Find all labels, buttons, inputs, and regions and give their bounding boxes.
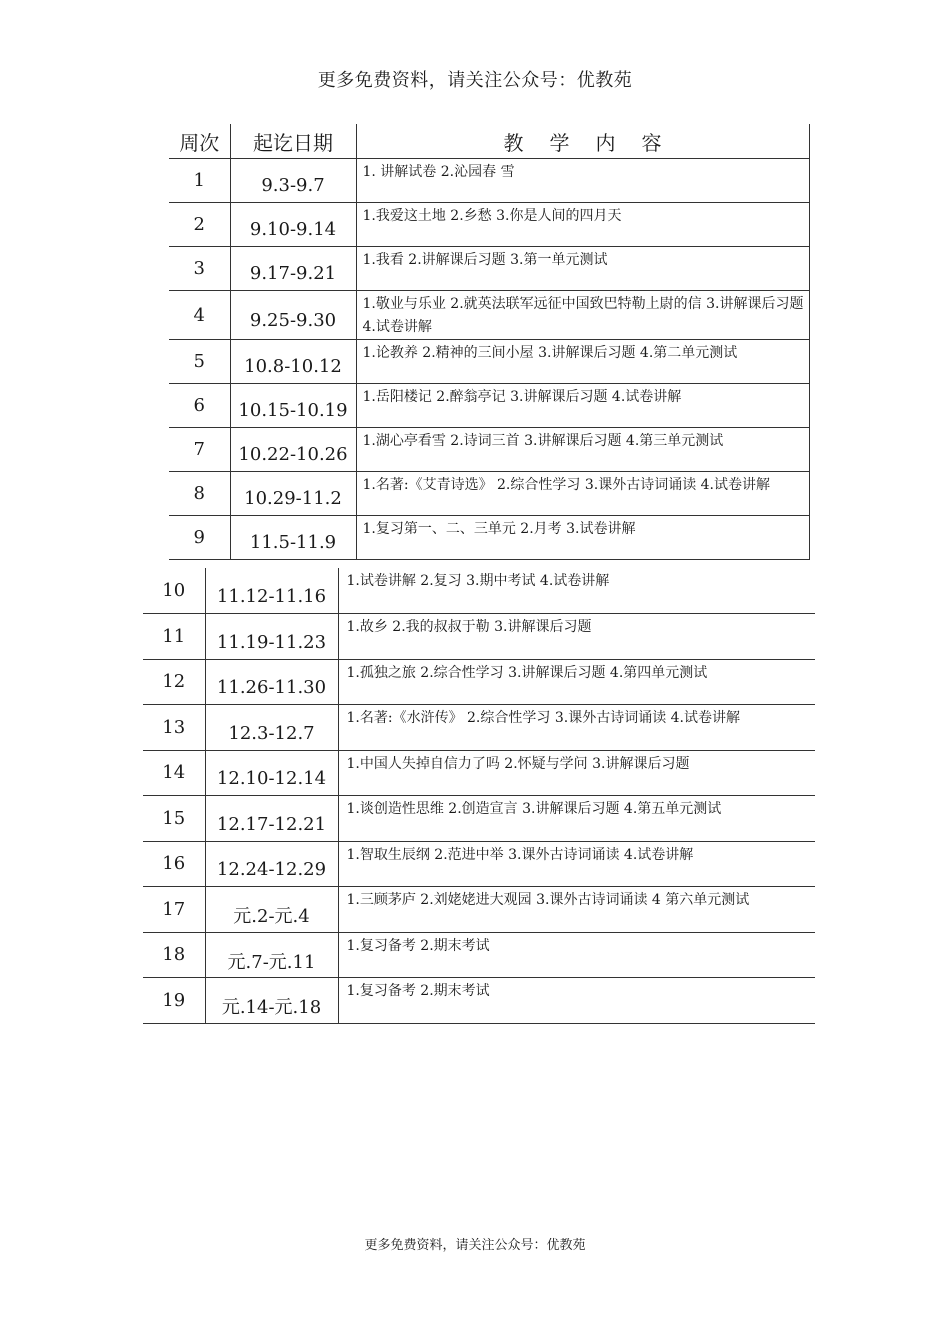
table-row <box>143 796 815 842</box>
week-cell: 7 <box>169 428 230 472</box>
week-cell: 17 <box>143 887 205 933</box>
dates-cell: 11.5-11.9 <box>230 516 356 560</box>
content-cell: 1.复习第一、二、三单元 2.月考 3.试卷讲解 <box>356 516 809 560</box>
content-cell: 1.复习备考 2.期末考试 <box>338 932 815 978</box>
week-cell: 15 <box>143 796 205 842</box>
content-cell: 1.孤独之旅 2.综合性学习 3.讲解课后习题 4.第四单元测试 <box>338 659 815 705</box>
content-cell: 1.中国人失掉自信力了吗 2.怀疑与学问 3.讲解课后习题 <box>338 750 815 796</box>
page-footer: 更多免费资料，请关注公众号：优教苑 <box>364 1238 586 1253</box>
week-cell: 19 <box>143 978 205 1024</box>
dates-cell: 12.3-12.7 <box>205 705 338 751</box>
dates-cell: 11.19-11.23 <box>205 614 338 660</box>
content-cell: 1.三顾茅庐 2.刘姥姥进大观园 3.课外古诗词诵读 4 第六单元测试 <box>338 887 815 933</box>
content-cell: 1.试卷讲解 2.复习 3.期中考试 4.试卷讲解 <box>338 568 815 614</box>
content-cell: 1.智取生辰纲 2.范进中举 3.课外古诗词诵读 4.试卷讲解 <box>338 841 815 887</box>
dates-cell: 10.29-11.2 <box>230 472 356 516</box>
table-row <box>143 568 815 614</box>
dates-cell: 10.15-10.19 <box>230 384 356 428</box>
table-row <box>169 472 809 516</box>
week-cell: 9 <box>169 516 230 560</box>
week-cell: 8 <box>169 472 230 516</box>
table-header-row <box>169 124 809 159</box>
content-cell: 1.谈创造性思维 2.创造宣言 3.讲解课后习题 4.第五单元测试 <box>338 796 815 842</box>
table-row <box>143 841 815 887</box>
table-row <box>143 750 815 796</box>
week-cell: 4 <box>169 291 230 340</box>
table-row <box>169 159 809 203</box>
table-row <box>143 705 815 751</box>
week-cell: 5 <box>169 340 230 384</box>
week-column-header: 周次 <box>169 124 230 159</box>
page-header: 更多免费资料，请关注公众号：优教苑 <box>317 70 633 91</box>
dates-cell: 元.2-元.4 <box>205 887 338 933</box>
dates-cell: 9.3-9.7 <box>230 159 356 203</box>
week-cell: 11 <box>143 614 205 660</box>
table-row <box>169 516 809 560</box>
dates-cell: 9.25-9.30 <box>230 291 356 340</box>
content-cell: 1.湖心亭看雪 2.诗词三首 3.讲解课后习题 4.第三单元测试 <box>356 428 809 472</box>
week-cell: 1 <box>169 159 230 203</box>
table-row <box>143 887 815 933</box>
table-row <box>143 659 815 705</box>
table-row <box>143 978 815 1024</box>
week-cell: 3 <box>169 247 230 291</box>
content-cell: 1.我看 2.讲解课后习题 3.第一单元测试 <box>356 247 809 291</box>
week-cell: 18 <box>143 932 205 978</box>
dates-cell: 12.10-12.14 <box>205 750 338 796</box>
dates-cell: 元.7-元.11 <box>205 932 338 978</box>
content-cell: 1.我爱这土地 2.乡愁 3.你是人间的四月天 <box>356 203 809 247</box>
week-cell: 13 <box>143 705 205 751</box>
table-row <box>169 291 809 340</box>
content-cell: 1.故乡 2.我的叔叔于勒 3.讲解课后习题 <box>338 614 815 660</box>
content-cell: 1.复习备考 2.期末考试 <box>338 978 815 1024</box>
table-row <box>143 932 815 978</box>
table-row <box>169 340 809 384</box>
content-cell: 1.名著:《艾青诗选》 2.综合性学习 3.课外古诗词诵读 4.试卷讲解 <box>356 472 809 516</box>
table-row <box>169 428 809 472</box>
content-cell: 1.岳阳楼记 2.醉翁亭记 3.讲解课后习题 4.试卷讲解 <box>356 384 809 428</box>
content-cell: 1.名著:《水浒传》 2.综合性学习 3.课外古诗词诵读 4.试卷讲解 <box>338 705 815 751</box>
week-cell: 2 <box>169 203 230 247</box>
schedule-table-part-2 <box>143 568 815 1024</box>
week-cell: 6 <box>169 384 230 428</box>
content-cell: 1.敬业与乐业 2.就英法联军远征中国致巴特勒上尉的信 3.讲解课后习题 4.试卷讲解 <box>356 291 809 340</box>
content-cell: 1. 讲解试卷 2.沁园春 雪 <box>356 159 809 203</box>
week-cell: 14 <box>143 750 205 796</box>
table-row <box>169 384 809 428</box>
dates-cell: 10.22-10.26 <box>230 428 356 472</box>
dates-cell: 11.26-11.30 <box>205 659 338 705</box>
table-row <box>169 203 809 247</box>
dates-cell: 12.24-12.29 <box>205 841 338 887</box>
content-column-header: 教学内容 <box>356 124 809 159</box>
table-row <box>143 614 815 660</box>
schedule-table-part-1 <box>169 124 810 560</box>
dates-cell: 11.12-11.16 <box>205 568 338 614</box>
dates-cell: 9.10-9.14 <box>230 203 356 247</box>
dates-cell: 元.14-元.18 <box>205 978 338 1024</box>
dates-cell: 10.8-10.12 <box>230 340 356 384</box>
dates-cell: 9.17-9.21 <box>230 247 356 291</box>
content-cell: 1.论教养 2.精神的三间小屋 3.讲解课后习题 4.第二单元测试 <box>356 340 809 384</box>
table-row <box>169 247 809 291</box>
dates-column-header: 起讫日期 <box>230 124 356 159</box>
week-cell: 16 <box>143 841 205 887</box>
week-cell: 10 <box>143 568 205 614</box>
week-cell: 12 <box>143 659 205 705</box>
dates-cell: 12.17-12.21 <box>205 796 338 842</box>
